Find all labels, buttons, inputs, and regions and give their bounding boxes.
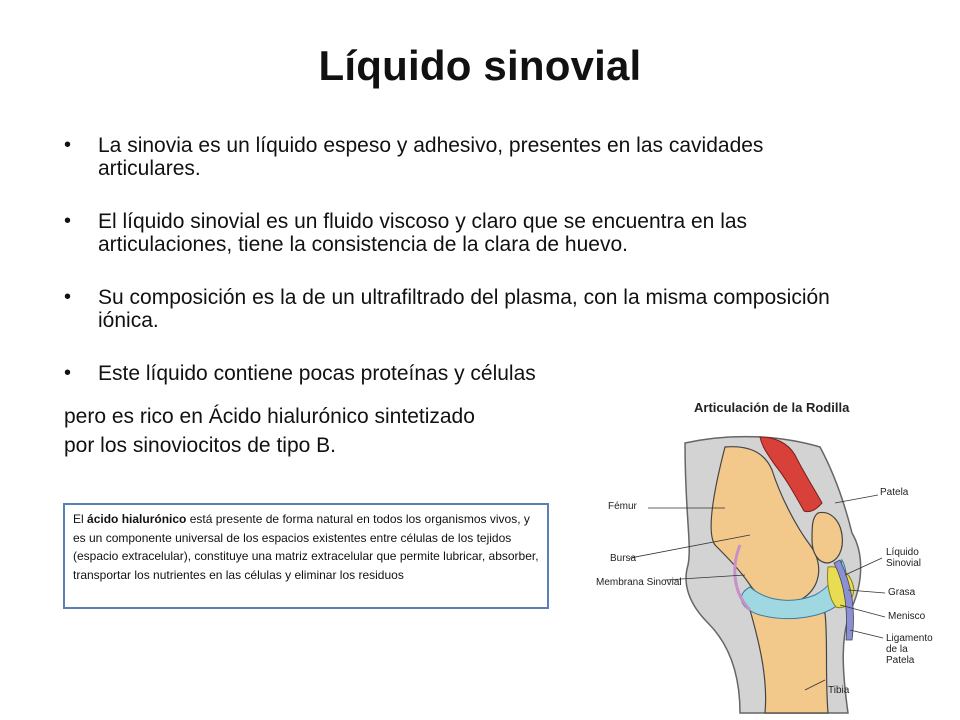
bullet-continuation: pero es rico en Ácido hialurónico sintetizado [64,405,475,428]
note-text: está presente de forma natural en todos los organismos vivos, y es un componente universal de los espacios existentes entre células de los tejidos (espacio extracelular), constituye una matriz extracelular que permite lubricar, absorber, transportar los nutrientes en las células y eliminar los residuos [73,512,539,582]
knee-diagram [590,395,960,720]
bullet-continuation: por los sinoviocitos de tipo B. [64,434,336,457]
label-membrana: Membrana Sinovial [596,577,682,588]
bullet-item: • El líquido sinovial es un fluido viscoso y claro que se encuentra en las articulaciones, tiene la consistencia de la clara de huevo. [64,210,864,256]
label-menisco: Menisco [888,611,926,622]
label-grasa: Grasa [888,587,916,598]
label-femur: Fémur [608,501,637,512]
label-tibia: Tibia [828,685,850,696]
bullet-item: • Este líquido contiene pocas proteínas y células [64,362,864,385]
leader-line [850,630,883,638]
label-ligamento: Ligamento de la Patela [886,633,933,666]
diagram-title: Articulación de la Rodilla [694,400,850,415]
hyaluronic-acid-note [63,503,549,609]
bullet-item: • La sinovia es un líquido espeso y adhesivo, presentes en las cavidades articulares. [64,134,864,180]
slide-title: Líquido sinovial [318,42,642,89]
bullet-item: • Su composición es la de un ultrafiltrado del plasma, con la misma composición iónica. [64,286,864,332]
label-bursa: Bursa [610,553,637,564]
label-liquido: Líquido Sinovial [886,547,922,569]
note-prefix: El [73,512,88,526]
label-patela: Patela [880,487,909,498]
bullet-list [64,134,864,385]
note-bold-term: ácido hialurónico [87,512,187,526]
